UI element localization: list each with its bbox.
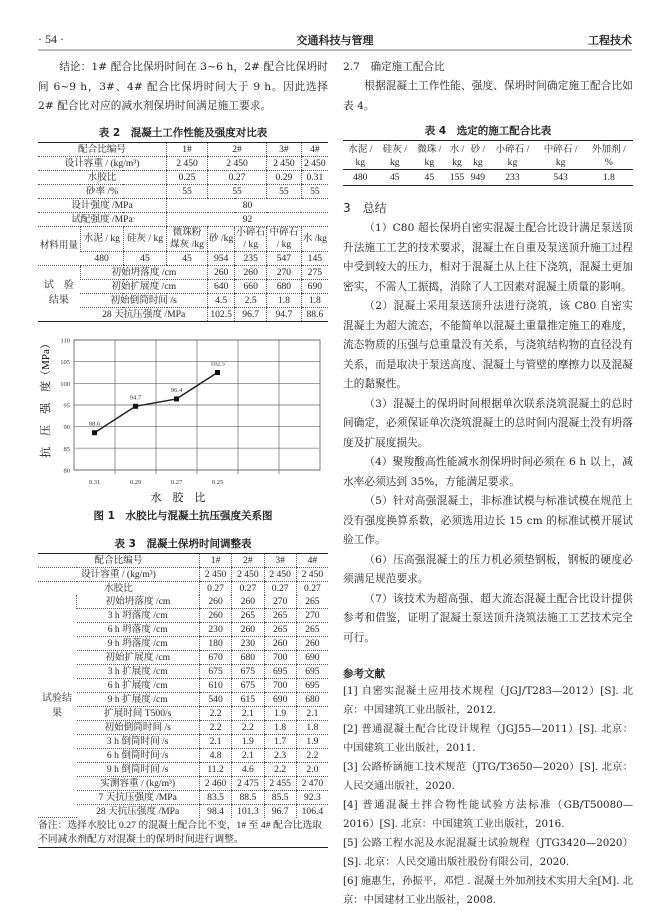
table-cell: 2 455: [264, 776, 296, 790]
table-row: [38, 265, 328, 279]
table-cell: 2 470: [296, 776, 328, 790]
table-cell: 初始扩展度 /cm: [77, 650, 200, 664]
table3-caption: 表 3 混凝土保坍时间调整表: [114, 537, 252, 550]
table-cell: 615: [232, 692, 264, 706]
chart-data-point: [174, 396, 179, 401]
table-cell: 540: [199, 692, 231, 706]
table-cell: 0.27: [199, 581, 231, 595]
table-cell: 7 天抗压强度 /MPa: [77, 790, 200, 804]
table-header-cell: 配合比编号: [38, 553, 199, 567]
table-cell: 96.7: [235, 307, 267, 321]
table-cell: 2.1: [232, 748, 264, 762]
table-cell: 265: [296, 595, 328, 609]
table-cell: 2.2: [296, 748, 328, 762]
chart-y-ticks: [60, 337, 70, 474]
table-row: [38, 595, 328, 609]
table-cell: 690: [296, 650, 328, 664]
table-cell: 260: [208, 265, 235, 279]
table-cell: 2.0: [296, 762, 328, 776]
table-header-cell: 1#: [167, 142, 208, 156]
table-header-cell: 2#: [208, 142, 267, 156]
table-cell: 275: [301, 265, 328, 279]
table-row: [38, 734, 328, 748]
table-header-cell: 1#: [199, 553, 231, 567]
chart-x-tick-label: 0.31: [88, 478, 101, 486]
reference-item: [4] 普通混凝土拌合物性能试验方法标准（GB/T50080—2016）[S]. 北京：中国建筑工业出版社，2016.: [343, 799, 633, 830]
table-cell: 2.1: [232, 706, 264, 720]
table3-note: 备注：选择水胶比 0.27 的混凝土配合比不变，1# 至 4# 配合比选取不同减水剂配方对混凝土的保坍时间进行调整。: [38, 820, 323, 845]
chart-x-ticks: [89, 479, 223, 486]
table-cell: 2 460: [199, 776, 231, 790]
table-cell: 2 450: [167, 156, 208, 170]
table-header-cell: 水 /: [449, 144, 465, 155]
table-cell: 2 475: [232, 776, 264, 790]
table-row: [38, 212, 328, 226]
table-cell: 83.5: [199, 790, 231, 804]
table-row: [38, 706, 328, 720]
table-cell: 试配强度 /MPa: [38, 212, 167, 226]
table-cell: 102.5: [208, 307, 235, 321]
summary-paragraph: （2）混凝土采用泵送顶升法进行浇筑，该 C80 自密实混凝土为超大流态，不能简单以混凝土重量推定施工的难度，流态物质的压强与总重量没有关系，与浇筑结构物的直径没有关系，而是取决于泵送高度、混凝土与管壁的摩擦力以及混凝土的黏聚性。: [343, 300, 633, 390]
table-cell: 6 h 坍落度 /cm: [77, 622, 200, 636]
section-3-title: 3 总结: [343, 201, 387, 215]
table-cell: 80: [167, 198, 329, 212]
table-cell: 2.2: [199, 706, 231, 720]
table-group-cell: 材料用量: [38, 226, 80, 265]
table-cell: 106.4: [296, 804, 328, 818]
journal-title: 交通科技与管理: [296, 34, 374, 47]
table-cell: 180: [199, 636, 231, 650]
table-header-cell: kg: [452, 156, 462, 168]
table-row: [38, 664, 328, 678]
table-cell: 1.9: [232, 734, 264, 748]
table-cell: 水 /kg: [301, 226, 328, 251]
table-row: [38, 307, 328, 321]
table-header-cell: 配合比编号: [38, 142, 167, 156]
table-header-cell: 3#: [264, 553, 296, 567]
table-cell: 265: [264, 608, 296, 622]
chart-y-tick-label: 90: [63, 423, 70, 431]
table-cell: 1.8: [296, 720, 328, 734]
table-header-cell: 小碎石 /: [495, 144, 530, 155]
chart-y-tick-label: 80: [63, 467, 70, 474]
table-row: [38, 692, 328, 706]
table-row: [38, 251, 328, 265]
references-list: [343, 682, 633, 910]
table-header-cell: 4#: [301, 142, 328, 156]
table-cell: 690: [264, 692, 296, 706]
table-cell: 2.1: [296, 706, 328, 720]
table-cell: 92: [167, 212, 329, 226]
summary-paragraph: （3）混凝土的保坍时间根据单次联系浇筑混凝土的总时间确定，必须保证单次浇筑混凝土的总时间内混凝土没有坍落度及扩展度损失。: [343, 397, 633, 449]
table-cell: 700: [264, 678, 296, 692]
table-row: [38, 184, 328, 198]
table-cell: 1.8: [264, 720, 296, 734]
table-cell: 0.27: [232, 581, 264, 595]
table-header-cell: 3#: [267, 142, 302, 156]
table2: [38, 142, 328, 322]
table-cell: 265: [264, 622, 296, 636]
table-cell: 初始坍落度 /cm: [77, 595, 200, 609]
table-cell: 695: [264, 664, 296, 678]
table-group-cell: 试 验结果: [38, 265, 80, 321]
table-row: [38, 776, 328, 790]
table-cell: 2.2: [264, 762, 296, 776]
table-cell: 695: [296, 678, 328, 692]
table-row: [38, 650, 328, 664]
summary-paragraphs: [343, 219, 633, 648]
table-cell: 265: [232, 608, 264, 622]
table-cell: 3 h 扩展度 /cm: [77, 664, 200, 678]
chart-grid: [74, 340, 320, 474]
table-header-cell: kg: [355, 156, 366, 168]
table-cell: 680: [296, 692, 328, 706]
table-cell: 0.31: [301, 170, 328, 184]
table-cell: 扩展时间 T500/s: [77, 706, 200, 720]
table-cell: 270: [267, 265, 302, 279]
summary-paragraph: （6）压高强混凝土的压力机必须垫钢板，钢板的硬度必须满足规范要求。: [343, 553, 633, 585]
table-row: [38, 678, 328, 692]
summary-paragraph: （1）C80 超长保坍自密实混凝土配合比设计满足泵送顶升法施工工艺的技术要求，混凝土在自重及泵送顶升施工过程中受到较大的压力，相对于混凝土从上往下浇筑，混凝土更加密实，不需人工振捣，消除了人工因素对混凝土质量的影响。: [343, 222, 633, 293]
table-cell: 45: [390, 172, 400, 183]
table-cell: 101.3: [232, 804, 264, 818]
summary-paragraph: （4）聚羧酸高性能减水剂保坍时间必须在 6 h 以上，减水率必须达到 35%，方能满足要求。: [343, 456, 633, 488]
table-cell: 2.5: [235, 293, 267, 307]
table-cell: 98.4: [199, 804, 231, 818]
table-cell: 4.6: [232, 762, 264, 776]
reference-item: [6] 施惠生，孙振平，邓恺 . 混凝土外加剂技术实用大全[M]. 北京：中国建材工业出版社，2008.: [343, 875, 633, 906]
chart-y-tick-label: 95: [63, 402, 70, 409]
table-cell: 670: [199, 650, 231, 664]
table-cell: 0.27: [208, 170, 267, 184]
table-row: [38, 720, 328, 734]
chart-data-point: [215, 370, 220, 375]
table-header-cell: 硅灰 /: [382, 144, 407, 155]
table-row: [38, 198, 328, 212]
table-cell: 中碎石 / kg: [267, 226, 302, 251]
table-row: [38, 170, 328, 184]
table-cell: 230: [199, 622, 231, 636]
chart-data-point: [133, 403, 138, 408]
table-cell: 28 天抗压强度 /MPa: [96, 805, 180, 817]
table-cell: 45: [424, 172, 435, 183]
chart-y-axis-label: 抗 压 强 度（MPa）: [40, 337, 52, 458]
table-cell: 260: [235, 265, 267, 279]
table-cell: 2 450: [301, 156, 328, 170]
table-cell: 55: [267, 184, 302, 198]
table-cell: 设计容重 / (kg/m³): [38, 156, 167, 170]
table-cell: 270: [296, 608, 328, 622]
chart-data-label: 94.7: [129, 393, 142, 401]
table-cell: 初始扩展度 /cm: [80, 279, 207, 293]
table-cell: 700: [264, 650, 296, 664]
table-row: [38, 790, 328, 804]
table-cell: 9 h 扩展度 /cm: [77, 692, 200, 706]
table-cell: 3 h 坍落度 /cm: [77, 608, 200, 622]
table-cell: 55: [301, 184, 328, 198]
table-cell: 设计强度 /MPa: [38, 198, 167, 212]
table-header-cell: kg: [390, 156, 400, 168]
table-cell: 96.7: [264, 804, 296, 818]
chart-data-label: 102.5: [210, 360, 225, 367]
table-cell: 155: [449, 172, 465, 183]
header-rule: [38, 49, 632, 51]
chart-data-point: [92, 430, 97, 435]
table-cell: 2 450: [267, 156, 302, 170]
section-2-7-title: 2.7 确定施工配合比: [343, 61, 445, 73]
table-cell: 260: [232, 622, 264, 636]
table-cell: 0.29: [267, 170, 302, 184]
table-row: [38, 622, 328, 636]
table-header-cell: 中碎石 /: [543, 144, 578, 155]
reference-item: [3] 公路桥涵施工技术规范（JTG/T3650—2020）[S]. 北京：人民交通出版社，2020.: [343, 761, 633, 792]
table-row: [38, 226, 328, 251]
table-cell: 初始倒筒时间 /s: [80, 293, 207, 307]
table-cell: 610: [199, 678, 231, 692]
chart-data-labels: [89, 360, 225, 427]
section-label: 工程技术: [588, 34, 632, 47]
table-cell: 88.6: [301, 307, 328, 321]
table-cell: 水泥 / kg: [80, 226, 123, 251]
table-row: [38, 142, 328, 156]
page-number: · 54 ·: [38, 32, 64, 46]
chart-data-label: 96.4: [170, 386, 183, 394]
summary-paragraph: （5）针对高强混凝土，非标准试模与标准试模在规范上没有强度换算系数，必须选用边长 15 cm 的标准试模开展试验工作。: [343, 495, 633, 546]
right-column: [343, 58, 633, 910]
table-cell: 初始坍落度 /cm: [80, 265, 207, 279]
table-cell: 55: [208, 184, 267, 198]
table-cell: 2.3: [264, 748, 296, 762]
table-cell: 6 h 扩展度 /cm: [77, 678, 200, 692]
table-cell: 1.8: [602, 172, 615, 183]
table4-caption: 表 4 选定的施工配合比表: [424, 125, 552, 137]
table-cell: 260: [264, 636, 296, 650]
table-cell: 2.1: [199, 734, 231, 748]
conclusion-paragraph: 结论：1# 配合比保坍时间在 3~6 h，2# 配合比保坍时间 6~9 h，3#、4# 配合比保坍时间大于 9 h。因此选择 2# 配合比对应的减水剂保坍时间满足施工要求。: [38, 61, 328, 112]
table-row: [38, 748, 328, 762]
table-cell: 0.27: [264, 581, 296, 595]
table-cell: 680: [267, 279, 302, 293]
left-column: [38, 58, 328, 848]
chart-x-axis-label: 水 胶 比: [150, 491, 206, 504]
table-cell: 1.8: [267, 293, 302, 307]
table-row: [38, 804, 328, 818]
table-cell: 233: [505, 172, 520, 183]
table-cell: 675: [199, 664, 231, 678]
table-header-cell: 4#: [296, 553, 328, 567]
chart-x-tick-label: 0.25: [211, 478, 224, 486]
table-row: [38, 818, 328, 848]
table-cell: 11.2: [199, 762, 231, 776]
table-cell: 1.9: [296, 734, 328, 748]
table-cell: 270: [264, 595, 296, 609]
table4: [343, 140, 633, 186]
table2-caption: 表 2 混凝土工作性能及强度对比表: [98, 126, 268, 139]
strength-line-chart: [38, 336, 328, 506]
chart-y-tick-label: 110: [60, 337, 70, 344]
table3: [38, 553, 328, 849]
table-header-cell: kg: [555, 156, 566, 168]
table-header-cell: kg: [424, 156, 435, 168]
table-cell: 92.3: [296, 790, 328, 804]
table-cell: 480: [353, 172, 368, 183]
table-cell: 260: [296, 636, 328, 650]
table-cell: 2 450: [208, 156, 267, 170]
table-cell: 480: [80, 251, 123, 265]
table-cell: 9 h 坍落度 /cm: [77, 636, 200, 650]
table-cell: 45: [167, 251, 208, 265]
table-row: [38, 636, 328, 650]
table-cell: 45: [123, 251, 166, 265]
table-row: [38, 156, 328, 170]
table-cell: 1.8: [301, 293, 328, 307]
table-header-cell: kg: [473, 156, 483, 168]
table-cell: 9 h 倒筒时间 /s: [77, 762, 200, 776]
reference-item: [2] 普通混凝土配合比设计规程（JGJ55—2011）[S]. 北京：中国建筑工业出版社，2011.: [343, 723, 633, 754]
section-2-7-text: 根据混凝土工作性能、强度、保坍时间确定施工配合比如表 4。: [343, 80, 633, 112]
table-row: [38, 608, 328, 622]
reference-item: [5] 公路工程水泥及水泥混凝土试验规程（JTG3420—2020）[S]. 北京：人民交通出版社股份有限公司，2020.: [343, 837, 633, 868]
figure1-caption: 图 1 水胶比与混凝土抗压强度关系图: [93, 509, 273, 522]
table-row: [343, 141, 633, 156]
table-cell: 4.5: [208, 293, 235, 307]
table-cell: 235: [235, 251, 267, 265]
table-header-cell: 微珠 /: [417, 144, 442, 155]
table-cell: 675: [232, 664, 264, 678]
table-cell: 2 450: [199, 567, 231, 581]
table-row: [38, 553, 328, 567]
table-cell: 4.8: [199, 748, 231, 762]
table-cell: 94.7: [267, 307, 302, 321]
chart-y-tick-label: 85: [63, 445, 70, 453]
table-cell: 3 h 倒筒时间 /s: [77, 734, 200, 748]
table-cell: 微珠粉煤灰 /kg: [167, 226, 208, 251]
table-cell: 2 450: [264, 567, 296, 581]
table-cell: 2 450: [232, 567, 264, 581]
chart-x-tick-label: 0.29: [129, 478, 142, 486]
table-cell: 砂 /kg: [208, 226, 235, 251]
table-header-cell: kg: [507, 156, 518, 168]
table-cell: 690: [301, 279, 328, 293]
running-header: [38, 30, 632, 48]
table-cell: 设计容重 / (kg/m³): [38, 567, 199, 581]
table-cell: 260: [199, 595, 231, 609]
table-cell: 543: [553, 172, 568, 183]
table-row: [38, 581, 328, 595]
table-cell: 85.5: [264, 790, 296, 804]
chart-data-label: 88.6: [88, 420, 101, 428]
table-header-cell: 2#: [232, 553, 264, 567]
table-cell: 230: [232, 636, 264, 650]
table-cell: 硅灰 / kg: [123, 226, 166, 251]
table-cell: 954: [208, 251, 235, 265]
table-header-cell: 水泥 /: [348, 144, 373, 155]
table-cell: 640: [208, 279, 235, 293]
table-header-cell: 外加剂 /: [591, 144, 626, 155]
table-row: [38, 293, 328, 307]
table-cell: 55: [167, 184, 208, 198]
table-cell: 水胶比: [104, 582, 133, 594]
table-group-cell: 试验结果: [38, 595, 77, 818]
table-cell: 1.9: [264, 706, 296, 720]
table-row: [38, 567, 328, 581]
table-cell: 260: [199, 608, 231, 622]
chart-y-tick-label: 100: [60, 380, 70, 388]
table-cell: 0.25: [167, 170, 208, 184]
table-cell: 实测容重 / (kg/m³): [77, 776, 200, 790]
table-cell: 2.2: [232, 720, 264, 734]
table-header-cell: 砂 /: [470, 144, 486, 155]
table-cell: 547: [267, 251, 302, 265]
table-cell: 145: [301, 251, 328, 265]
table-cell: 680: [232, 650, 264, 664]
table-cell: 265: [296, 622, 328, 636]
table-row: [343, 155, 633, 170]
table-cell: 砂率 /%: [38, 184, 167, 198]
table-row: [343, 170, 633, 186]
chart-y-tick-label: 105: [60, 358, 70, 366]
table-cell: 28 天抗压强度 /MPa: [102, 308, 186, 320]
table-cell: 小碎石 / kg: [236, 226, 266, 250]
table-cell: 660: [235, 279, 267, 293]
chart-x-tick-label: 0.27: [170, 478, 183, 486]
table-cell: 1.7: [264, 734, 296, 748]
table-row: [38, 279, 328, 293]
summary-paragraph: （7）该技术为超高强、超大流态混凝土配合比设计提供参考和借鉴，证明了混凝土泵送顶升浇筑法施工工艺技术完全可行。: [343, 592, 633, 644]
table-cell: 675: [232, 678, 264, 692]
table-cell: 6 h 倒筒时间 /s: [77, 748, 200, 762]
table-cell: 初始倒筒时间 /s: [77, 720, 200, 734]
reference-item: [1] 自密实混凝土应用技术规程（JGJ/T283—2012）[S]. 北京：中国建筑工业出版社，2012.: [343, 685, 633, 716]
table-row: [38, 762, 328, 776]
table-cell: 2 450: [296, 567, 328, 581]
table-cell: 695: [296, 664, 328, 678]
table-cell: 949: [470, 172, 486, 183]
table-cell: 0.27: [296, 581, 328, 595]
table-header-cell: %: [604, 156, 613, 168]
table-cell: 260: [232, 595, 264, 609]
table-cell: 88.5: [232, 790, 264, 804]
table-cell: 水胶比: [38, 170, 167, 184]
table-cell: 2.2: [199, 720, 231, 734]
references-title: 参考文献: [343, 668, 385, 680]
